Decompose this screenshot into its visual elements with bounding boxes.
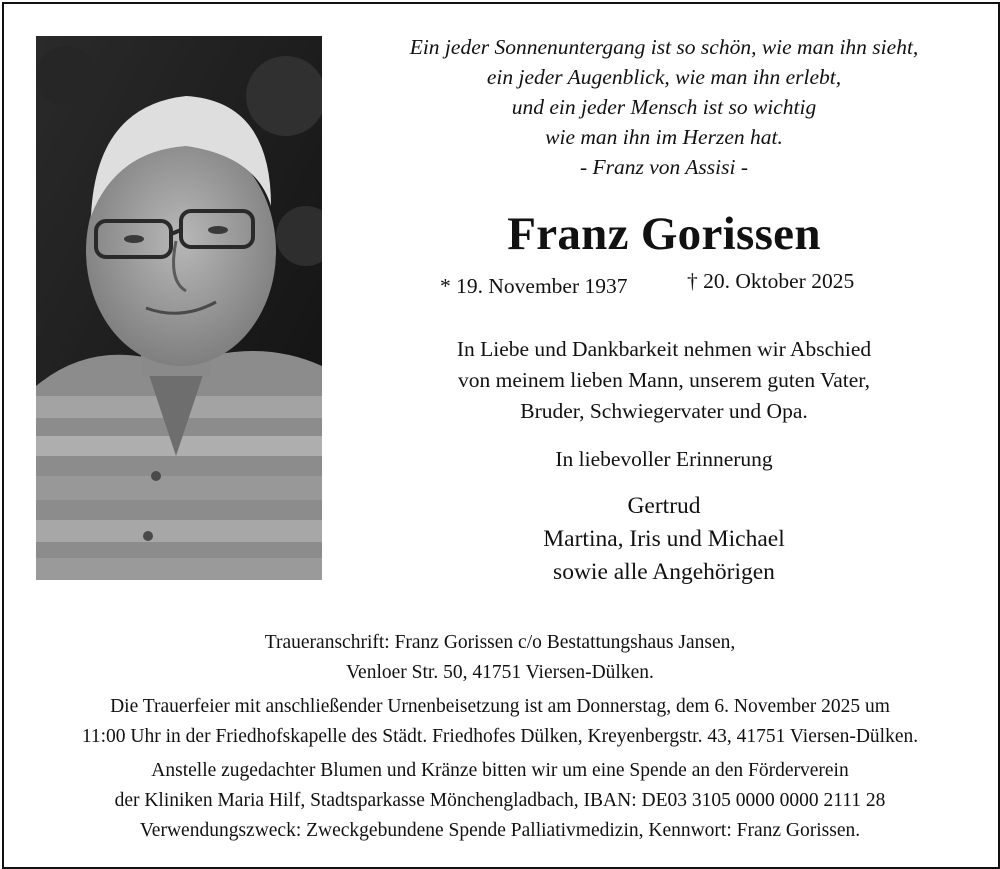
donation-line: der Kliniken Maria Hilf, Stadtsparkasse Mönchengladbach, IBAN: DE03 3105 0000 0000 2111 28 [114,790,886,811]
quote-block [330,32,998,182]
service-line: Die Trauerfeier mit anschließender Urnenbeisetzung ist am Donnerstag, dem 6. November 2025 um [110,696,890,717]
address-line: Venloer Str. 50, 41751 Viersen-Dülken. [346,662,654,683]
quote-attribution: - Franz von Assisi - [579,155,749,179]
family-line: Martina, Iris und Michael [543,526,785,552]
address-line: Traueranschrift: Franz Gorissen c/o Bestattungshaus Jansen, [264,632,736,653]
memory-label: In liebevoller Erinnerung [555,447,773,471]
family-line: Gertrud [627,493,701,519]
quote-line: und ein jeder Mensch ist so wichtig [511,95,817,119]
farewell-line: In Liebe und Dankbarkeit nehmen wir Abschied [456,337,872,361]
donation-line: Anstelle zugedachter Blumen und Kränze bitten wir um eine Spende an den Förderverein [151,760,849,781]
mourning-address [4,628,996,688]
birth-date: * 19. November 1937 [440,274,628,298]
quote-line: Ein jeder Sonnenuntergang ist so schön, wie man ihn sieht, [409,35,919,59]
farewell-text [330,334,998,427]
quote-line: wie man ihn im Herzen hat. [545,125,783,149]
funeral-service-info [4,692,996,752]
family-line: sowie alle Angehörigen [553,559,775,585]
quote-line: ein jeder Augenblick, wie man ihn erlebt, [486,65,842,89]
donation-line: Verwendungszweck: Zweckgebundene Spende Palliativmedizin, Kennwort: Franz Gorissen. [139,820,861,841]
deceased-name: Franz Gorissen [507,208,821,260]
family-signatures [330,490,998,589]
service-line: 11:00 Uhr in der Friedhofskapelle des Städt. Friedhofes Dülken, Kreyenbergstr. 43, 41751 Viersen-Dülken. [81,726,919,747]
farewell-line: Bruder, Schwiegervater und Opa. [520,399,808,423]
death-date: † 20. Oktober 2025 [687,269,855,293]
farewell-line: von meinem lieben Mann, unserem guten Vater, [458,368,870,392]
portrait-illustration [36,36,322,580]
donation-info [4,756,996,846]
portrait-photo [36,36,322,580]
